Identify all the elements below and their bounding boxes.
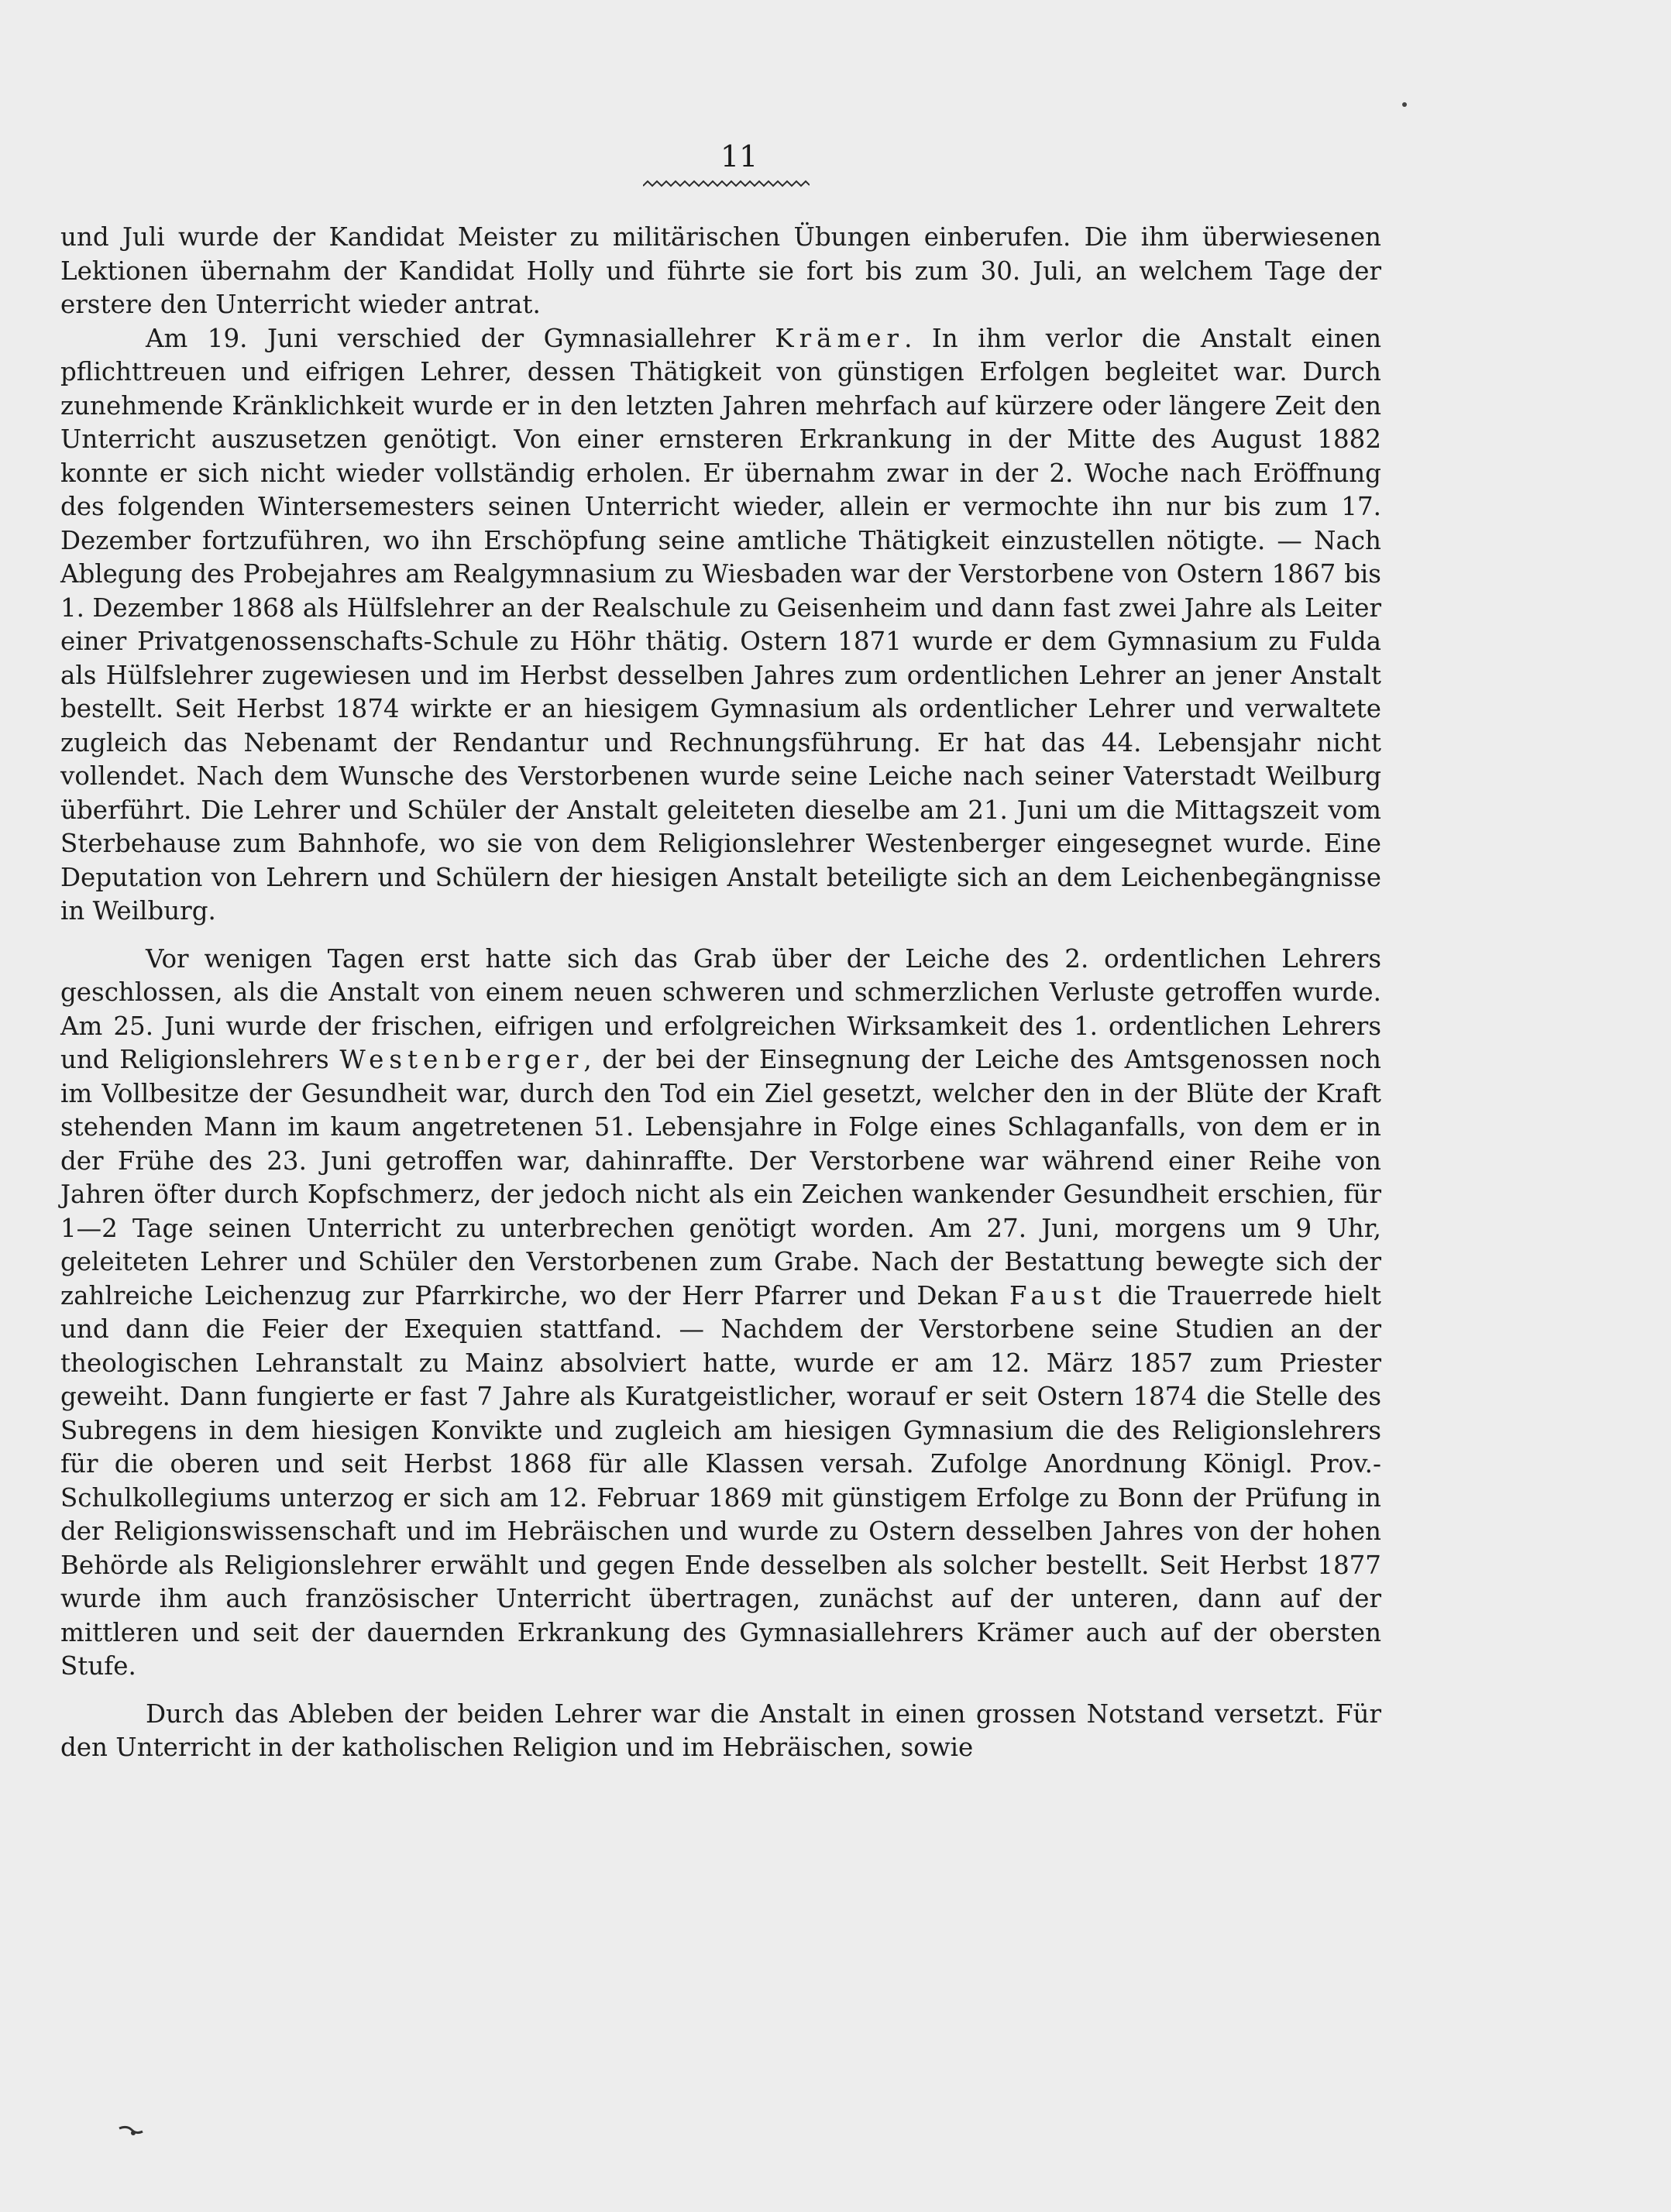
spaced-name-westenberger: Westenberger: [339, 1045, 584, 1074]
wavy-rule-ornament: [643, 177, 810, 191]
paragraph-text: die Trauerrede hielt und dann die Feier der Exequien stattfand. — Nachdem der Verstorbene seine Studien an der theologischen Lehranstalt zu Mainz absolviert hatte, wurde er am 12. März 1857 zum Priester geweiht. Dann fungierte er fast 7 Jahre als Kuratgeistlicher, worauf er seit Ostern 1874 die Stelle des Subregens in dem hiesigen Konvikte und zugleich am hiesigen Gymnasium die des Religionslehrers für die oberen und seit Herbst 1868 für alle Klassen versah. Zufolge Anordnung Königl. Prov.-Schulkollegiums unterzog er sich am 12. Februar 1869 mit günstigem Erfolge zu Bonn der Prüfung in der Religionswissenschaft und im Hebräischen und wurde zu Ostern desselben Jahres von der hohen Behörde als Religionslehrer erwählt und gegen Ende desselben als solcher bestellt. Seit Herbst 1877 wurde ihm auch französischer Unterricht übertragen, zunächst auf der unteren, dann auf der mittleren und seit der dauernden Erkrankung des Gymnasiallehrers Krämer auch auf der obersten Stufe.: [60, 1280, 1381, 1681]
paragraph-text: Durch das Ableben der beiden Lehrer war die Anstalt in einen grossen Notstand versetzt. Für den Unterricht in der katholischen Religion und im Hebräischen, sowie: [60, 1698, 1381, 1762]
spaced-name-faust: Faust: [1009, 1280, 1107, 1310]
spaced-name-kraemer: Krämer: [775, 323, 905, 353]
paragraph-text: , der bei der Einsegnung der Leiche des Amtsgenossen noch im Vollbesitze der Gesundheit war, durch den Tod ein Ziel gesetzt, welcher den in der Blüte der Kraft stehenden Mann im kaum angetretenen 51. Lebensjahre in Folge eines Schlaganfalls, von dem er in der Frühe des 23. Juni getroffen war, dahinraffte. Der Verstorbene war während einer Reihe von Jahren öfter durch Kopfschmerz, der jedoch nicht als ein Zeichen wankender Gesundheit erschien, für 1—2 Tage seinen Unterricht zu unterbrechen genötigt worden. Am 27. Juni, morgens um 9 Uhr, geleiteten Lehrer und Schüler den Verstorbenen zum Grabe. Nach der Bestattung bewegte sich der zahlreiche Leichenzug zur Pfarrkirche, wo der Herr Pfarrer und Dekan: [60, 1045, 1381, 1310]
paragraph-text: . In ihm verlor die Anstalt einen pflichttreuen und eifrigen Lehrer, dessen Thätigkeit von günstigen Erfolgen begleitet war. Durch zunehmende Kränklichkeit wurde er in den letzten Jahren mehrfach auf kürzere oder längere Zeit den Unterricht auszusetzen genötigt. Von einer ernsteren Erkrankung in der Mitte des August 1882 konnte er sich nicht wieder vollständig erholen. Er übernahm zwar in der 2. Woche nach Eröffnung des folgenden Wintersemesters seinen Unterricht wieder, allein er vermochte ihn nur bis zum 17. Dezember fortzuführen, wo ihn Erschöpfung seine amtliche Thätigkeit einzustellen nötigte. — Nach Ablegung des Probejahres am Realgymnasium zu Wiesbaden war der Verstorbene von Ostern 1867 bis 1. Dezember 1868 als Hülfslehrer an der Realschule zu Geisenheim und dann fast zwei Jahre als Leiter einer Privatgenossenschafts-Schule zu Höhr thätig. Ostern 1871 wurde er dem Gymnasium zu Fulda als Hülfslehrer zugewiesen und im Herbst desselben Jahres zum ordentlichen Lehrer an jener Anstalt bestellt. Seit Herbst 1874 wirkte er an hiesigem Gymnasium als ordentlicher Lehrer und verwaltete zugleich das Nebenamt der Rendantur und Rechnungsführung. Er hat das 44. Lebensjahr nicht vollendet. Nach dem Wunsche des Verstorbenen wurde seine Leiche nach seiner Vaterstadt Weilburg überführt. Die Lehrer und Schüler der Anstalt geleiteten dieselbe am 21. Juni um die Mittagszeit vom Sterbehause zum Bahnhofe, wo sie von dem Religionslehrer Westenberger eingesegnet wurde. Eine Deputation von Lehrern und Schülern der hiesigen Anstalt beteiligte sich an dem Leichenbegängnisse in Weilburg.: [60, 323, 1381, 926]
ink-speck-mark: [116, 2122, 147, 2141]
paragraph-text: und Juli wurde der Kandidat Meister zu militärischen Übungen einberufen. Die ihm überwiesenen Lektionen übernahm der Kandidat Holly und führte sie fort bis zum 30. Juli, an welchem Tage der erstere den Unterricht wieder antrat.: [60, 222, 1381, 319]
paragraph-1: [60, 221, 1381, 322]
body-text: [60, 221, 1381, 1765]
paragraph-text: Am 19. Juni verschied der Gymnasiallehrer: [146, 323, 775, 353]
page-number: 11: [720, 139, 758, 173]
paragraph-2: [60, 322, 1381, 929]
paragraph-4: [60, 1698, 1381, 1765]
paragraph-3: [60, 943, 1381, 1684]
paragraph-text: Vor wenigen Tagen erst hatte sich das Grab über der Leiche des 2. ordentlichen Lehrers geschlossen, als die Anstalt von einem neuen schweren und schmerzlichen Verluste getroffen wurde. Am 25. Juni wurde der frischen, eifrigen und erfolgreichen Wirksamkeit des 1. ordentlichen Lehrers und Religionslehrers: [60, 943, 1381, 1074]
ink-dot-mark: [1401, 101, 1408, 108]
